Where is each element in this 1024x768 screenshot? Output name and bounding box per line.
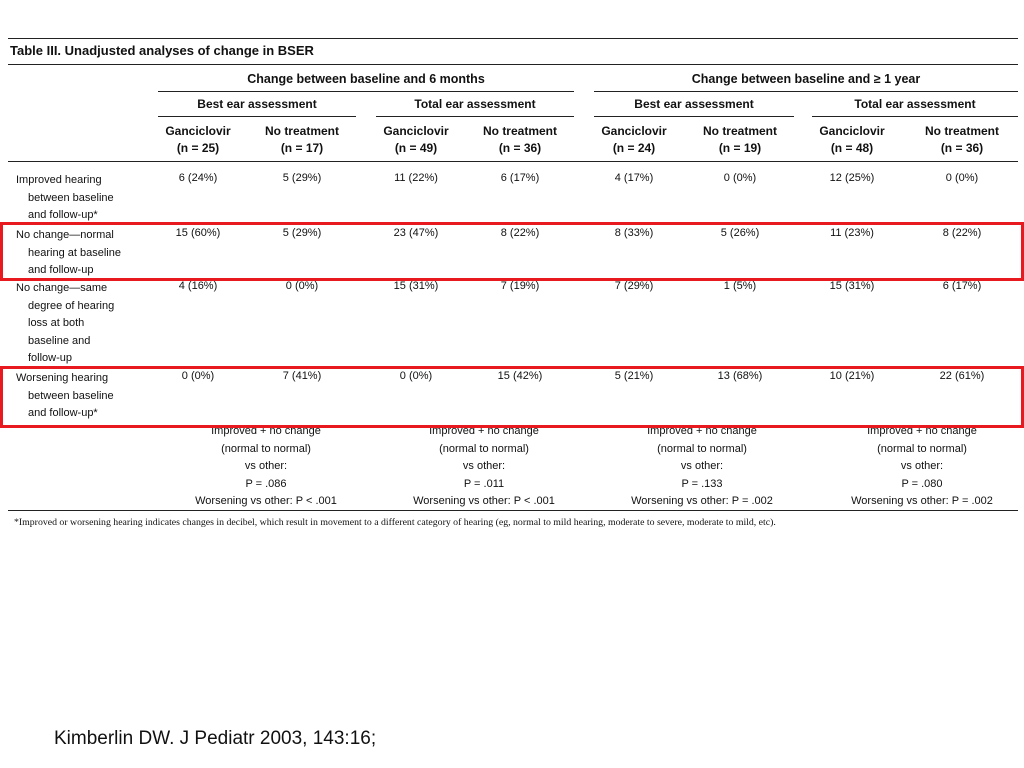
- stat-line: vs other:: [900, 460, 944, 472]
- column-header: [248, 123, 356, 157]
- stat-line: (normal to normal): [439, 442, 529, 455]
- table-cell: 0 (0%): [285, 280, 319, 292]
- table-cell: 4 (17%): [614, 172, 654, 184]
- column-header-name: Ganciclovir: [165, 124, 231, 138]
- stat-line: Improved + no change: [867, 425, 977, 437]
- stat-line: Improved + no change: [429, 425, 539, 437]
- top-rule: [8, 38, 1018, 39]
- stat-line: (normal to normal): [877, 442, 967, 455]
- column-header-name: Ganciclovir: [383, 124, 449, 138]
- table-cell: 13 (68%): [717, 370, 763, 382]
- stat-line: Worsening vs other: P < .001: [195, 495, 337, 507]
- stat-line: vs other:: [244, 460, 288, 472]
- table-cell: 5 (26%): [720, 227, 760, 239]
- table-cell: 11 (22%): [394, 172, 438, 184]
- column-header-name: No treatment: [702, 124, 777, 138]
- column-header-n: (n = 25): [176, 141, 220, 155]
- table-cell: 23 (47%): [393, 227, 439, 239]
- sub-rule-2: [376, 116, 574, 117]
- row-label-line: baseline and: [28, 334, 91, 347]
- table-cell: 8 (22%): [942, 227, 982, 239]
- highlight-box-no-change-normal: [0, 222, 1024, 281]
- caption-rule: [8, 64, 1018, 65]
- table-cell: 5 (21%): [614, 370, 654, 382]
- column-header: [466, 123, 574, 157]
- stat-line: Improved + no change: [647, 425, 757, 437]
- sub-header-best-ear-1y: Best ear assessment: [634, 97, 754, 111]
- stat-line: vs other:: [680, 460, 724, 472]
- table-cell: 15 (42%): [497, 370, 543, 382]
- column-header: [158, 123, 238, 157]
- column-header-name: No treatment: [924, 124, 999, 138]
- stat-line: P = .080: [901, 477, 943, 490]
- table-cell: 8 (33%): [614, 227, 654, 239]
- column-header: [594, 123, 674, 157]
- row-label: [16, 172, 156, 225]
- table-cell: 22 (61%): [939, 370, 985, 382]
- row-label-line: follow-up: [28, 352, 73, 364]
- column-header-n: (n = 49): [394, 141, 438, 155]
- column-header-name: No treatment: [264, 124, 339, 138]
- row-label-line: Worsening hearing: [16, 372, 109, 384]
- table-cell: 10 (21%): [829, 370, 875, 382]
- stat-block: [384, 423, 584, 511]
- column-header-name: No treatment: [482, 124, 557, 138]
- table-cell: 15 (31%): [393, 280, 439, 292]
- row-label-line: loss at both: [28, 317, 85, 329]
- sub-header-total-ear-1y: Total ear assessment: [854, 97, 976, 111]
- table-cell: 4 (16%): [178, 280, 218, 292]
- sub-header-total-ear-6m: Total ear assessment: [414, 97, 536, 111]
- citation-reference: Kimberlin DW. J Pediatr 2003, 143:16;: [54, 728, 377, 749]
- column-header-n: (n = 36): [498, 141, 542, 155]
- stat-line: Worsening vs other: P = .002: [631, 495, 773, 507]
- table-cell: 6 (17%): [500, 172, 540, 184]
- table-cell: 7 (19%): [500, 280, 540, 292]
- row-label-line: between baseline: [28, 389, 114, 402]
- row-label-line: No change—normal: [16, 229, 114, 241]
- table-caption: Table III. Unadjusted analyses of change in BSER: [10, 43, 314, 58]
- group-header-6-months: Change between baseline and 6 months: [247, 72, 485, 86]
- group-header-1-year: Change between baseline and ≥ 1 year: [691, 72, 921, 86]
- table-cell: 0 (0%): [181, 370, 215, 382]
- stat-line: (normal to normal): [221, 442, 311, 455]
- row-label-line: and follow-up*: [28, 209, 98, 221]
- row-label-line: between baseline: [28, 191, 114, 204]
- table-cell: 0 (0%): [723, 172, 757, 184]
- stat-block: [822, 423, 1022, 511]
- stat-line: P = .133: [681, 477, 723, 490]
- stat-line: Worsening vs other: P = .002: [851, 495, 993, 507]
- stat-line: vs other:: [462, 460, 506, 472]
- table-cell: 0 (0%): [399, 370, 433, 382]
- stat-line: Worsening vs other: P < .001: [413, 495, 555, 507]
- column-header: [906, 123, 1018, 157]
- row-label-line: and follow-up*: [28, 407, 98, 419]
- table-bottom-rule: [8, 510, 1018, 511]
- column-header: [812, 123, 892, 157]
- table-footnote: *Improved or worsening hearing indicates changes in decibel, which result in movement to a different category of hearing (eg, normal to mild hearing, moderate to severe, moderate to mild, etc).: [14, 517, 776, 528]
- highlight-box-worsening-hearing: [0, 366, 1024, 428]
- table-cell: 5 (29%): [282, 227, 322, 239]
- table-cell: 0 (0%): [945, 172, 979, 184]
- header-bottom-rule: [8, 161, 1018, 162]
- row-label-line: and follow-up: [28, 264, 94, 276]
- table-cell: 7 (29%): [614, 280, 654, 292]
- column-header-name: Ganciclovir: [819, 124, 885, 138]
- row-label: [16, 280, 156, 368]
- column-header-name: Ganciclovir: [601, 124, 667, 138]
- stat-block: [602, 423, 802, 511]
- table-cell: 1 (5%): [723, 280, 757, 292]
- table-cell: 15 (60%): [175, 227, 221, 239]
- row-label-line: Improved hearing: [16, 174, 102, 186]
- sub-header-best-ear-6m: Best ear assessment: [197, 97, 317, 111]
- stat-block: [166, 423, 366, 511]
- column-header-n: (n = 19): [718, 141, 762, 155]
- row-label-line: degree of hearing: [28, 299, 115, 312]
- table-cell: 15 (31%): [829, 280, 875, 292]
- row-label-line: No change—same: [16, 282, 108, 294]
- table-cell: 12 (25%): [829, 172, 875, 184]
- column-header: [376, 123, 456, 157]
- table-cell: 5 (29%): [282, 172, 322, 184]
- group-rule-1-year: [594, 91, 1018, 92]
- column-header-n: (n = 36): [940, 141, 984, 155]
- stat-line: Improved + no change: [211, 425, 321, 437]
- table-cell: 8 (22%): [500, 227, 540, 239]
- stat-line: (normal to normal): [657, 442, 747, 455]
- sub-rule-1: [158, 116, 356, 117]
- column-header: [686, 123, 794, 157]
- sub-rule-4: [812, 116, 1018, 117]
- column-header-n: (n = 17): [280, 141, 324, 155]
- table-cell: 6 (17%): [942, 280, 982, 292]
- sub-rule-3: [594, 116, 794, 117]
- table-cell: 6 (24%): [178, 172, 218, 184]
- column-header-n: (n = 24): [612, 141, 656, 155]
- table-cell: 7 (41%): [282, 370, 322, 382]
- table-cell: 11 (23%): [830, 227, 874, 239]
- group-rule-6-months: [158, 91, 574, 92]
- stat-line: P = .086: [245, 477, 287, 490]
- column-header-n: (n = 48): [830, 141, 874, 155]
- row-label-line: hearing at baseline: [28, 246, 121, 259]
- stat-line: P = .011: [463, 477, 505, 490]
